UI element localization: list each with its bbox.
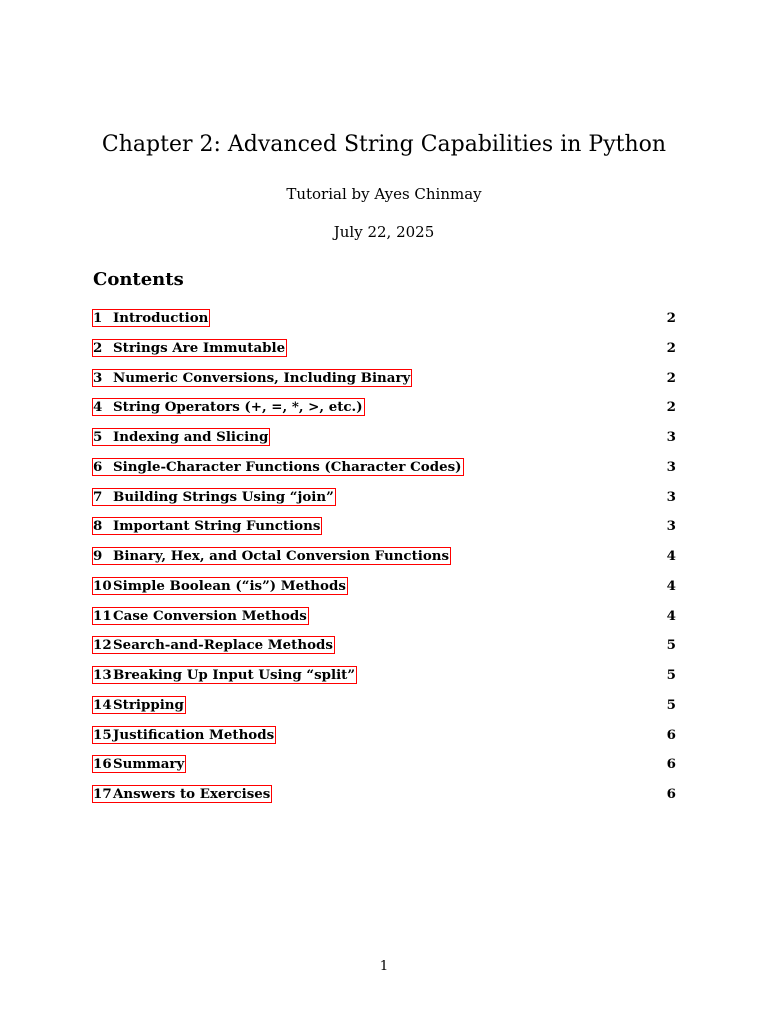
toc-link-summary[interactable] xyxy=(92,755,186,773)
toc-entry-page: 5 xyxy=(666,667,676,683)
toc-entry-number: 6 xyxy=(93,459,103,475)
toc-entry xyxy=(92,339,676,361)
toc-link-stripping[interactable] xyxy=(92,696,186,714)
toc-entry-title: Summary xyxy=(113,756,185,772)
toc-entry-number: 17 xyxy=(93,786,112,802)
toc-entry xyxy=(92,428,676,450)
toc-link-indexing-and-slicing[interactable] xyxy=(92,428,270,446)
toc-entry xyxy=(92,547,676,569)
toc-entry-page: 2 xyxy=(666,310,676,326)
toc-entry-title: Stripping xyxy=(113,697,184,713)
toc-link-strings-are-immutable[interactable] xyxy=(92,339,287,357)
toc-entry-number: 5 xyxy=(93,429,103,445)
toc-link-justification-methods[interactable] xyxy=(92,726,276,744)
toc-entry xyxy=(92,309,676,331)
toc-entry-title: Important String Functions xyxy=(113,518,321,534)
toc-entry-number: 14 xyxy=(93,697,112,713)
toc-entry-number: 3 xyxy=(93,370,103,386)
toc-entry-title: Introduction xyxy=(113,310,209,326)
toc-link-introduction[interactable] xyxy=(92,309,210,327)
toc-entry xyxy=(92,369,676,391)
toc-link-breaking-up-input-split[interactable] xyxy=(92,666,357,684)
toc-link-string-operators[interactable] xyxy=(92,398,365,416)
toc-entry-page: 6 xyxy=(666,756,676,772)
toc-entry-title: Case Conversion Methods xyxy=(113,608,307,624)
toc-entry xyxy=(92,458,676,480)
document-date: July 22, 2025 xyxy=(333,223,435,241)
toc-entry-number: 7 xyxy=(93,489,103,505)
toc-entry-page: 5 xyxy=(666,637,676,653)
toc-entry-page: 6 xyxy=(666,727,676,743)
document-author: Tutorial by Ayes Chinmay xyxy=(286,185,482,203)
toc-entry xyxy=(92,785,676,807)
toc-entry-page: 2 xyxy=(666,340,676,356)
toc-link-important-string-functions[interactable] xyxy=(92,517,322,535)
toc-entry xyxy=(92,577,676,599)
toc-entry-page: 5 xyxy=(666,697,676,713)
toc-entry-title: Numeric Conversions, Including Binary xyxy=(113,370,411,386)
toc-entry-page: 2 xyxy=(666,399,676,415)
toc-entry-number: 4 xyxy=(93,399,103,415)
toc-entry-title: Justification Methods xyxy=(113,727,275,743)
toc-entry-number: 9 xyxy=(93,548,103,564)
toc-entry-title: Binary, Hex, and Octal Conversion Functions xyxy=(113,548,450,564)
document-title: Chapter 2: Advanced String Capabilities in Python xyxy=(101,132,667,157)
toc-entry-title: Single-Character Functions (Character Codes) xyxy=(113,459,462,475)
toc-entry-title: String Operators (+, =, *, >, etc.) xyxy=(113,399,363,415)
toc-entry xyxy=(92,398,676,420)
toc-heading: Contents xyxy=(93,269,184,290)
toc-entry xyxy=(92,607,676,629)
toc-entry-number: 16 xyxy=(93,756,112,772)
toc-entry-number: 15 xyxy=(93,727,112,743)
toc-link-answers-to-exercises[interactable] xyxy=(92,785,272,803)
page-number: 1 xyxy=(379,959,389,974)
toc-entry-page: 4 xyxy=(666,578,676,594)
toc-entry xyxy=(92,666,676,688)
toc-entry-page: 3 xyxy=(666,518,676,534)
toc-entry-page: 3 xyxy=(666,489,676,505)
toc-entry-title: Indexing and Slicing xyxy=(113,429,269,445)
toc-entry xyxy=(92,696,676,718)
toc-entry-number: 8 xyxy=(93,518,103,534)
toc-entry-page: 3 xyxy=(666,429,676,445)
toc-link-binary-hex-octal-conversion[interactable] xyxy=(92,547,451,565)
toc-entry-number: 2 xyxy=(93,340,103,356)
toc-entry-title: Simple Boolean (“is”) Methods xyxy=(113,578,346,594)
toc-link-search-and-replace-methods[interactable] xyxy=(92,636,335,654)
toc-link-building-strings-using-join[interactable] xyxy=(92,488,336,506)
toc-entry xyxy=(92,636,676,658)
toc-entry-page: 4 xyxy=(666,608,676,624)
toc-link-numeric-conversions[interactable] xyxy=(92,369,412,387)
toc-entry xyxy=(92,517,676,539)
toc-entry xyxy=(92,726,676,748)
toc-entry-title: Search-and-Replace Methods xyxy=(113,637,333,653)
toc-entry-page: 2 xyxy=(666,370,676,386)
toc-entry-number: 10 xyxy=(93,578,112,594)
toc-entry-title: Strings Are Immutable xyxy=(113,340,286,356)
toc-entry-page: 3 xyxy=(666,459,676,475)
toc-entry-page: 6 xyxy=(666,786,676,802)
toc-entry xyxy=(92,755,676,777)
toc-entry-number: 11 xyxy=(93,608,112,624)
toc-entry-number: 12 xyxy=(93,637,112,653)
toc-entry xyxy=(92,488,676,510)
toc-entry-number: 1 xyxy=(93,310,103,326)
toc-entry-page: 4 xyxy=(666,548,676,564)
toc-entry-title: Building Strings Using “join” xyxy=(113,489,334,505)
toc-entry-number: 13 xyxy=(93,667,112,683)
toc-link-case-conversion-methods[interactable] xyxy=(92,607,309,625)
toc-entry-title: Answers to Exercises xyxy=(113,786,271,802)
toc-link-simple-boolean-methods[interactable] xyxy=(92,577,348,595)
toc-link-single-character-functions[interactable] xyxy=(92,458,464,476)
toc-entry-title: Breaking Up Input Using “split” xyxy=(113,667,356,683)
